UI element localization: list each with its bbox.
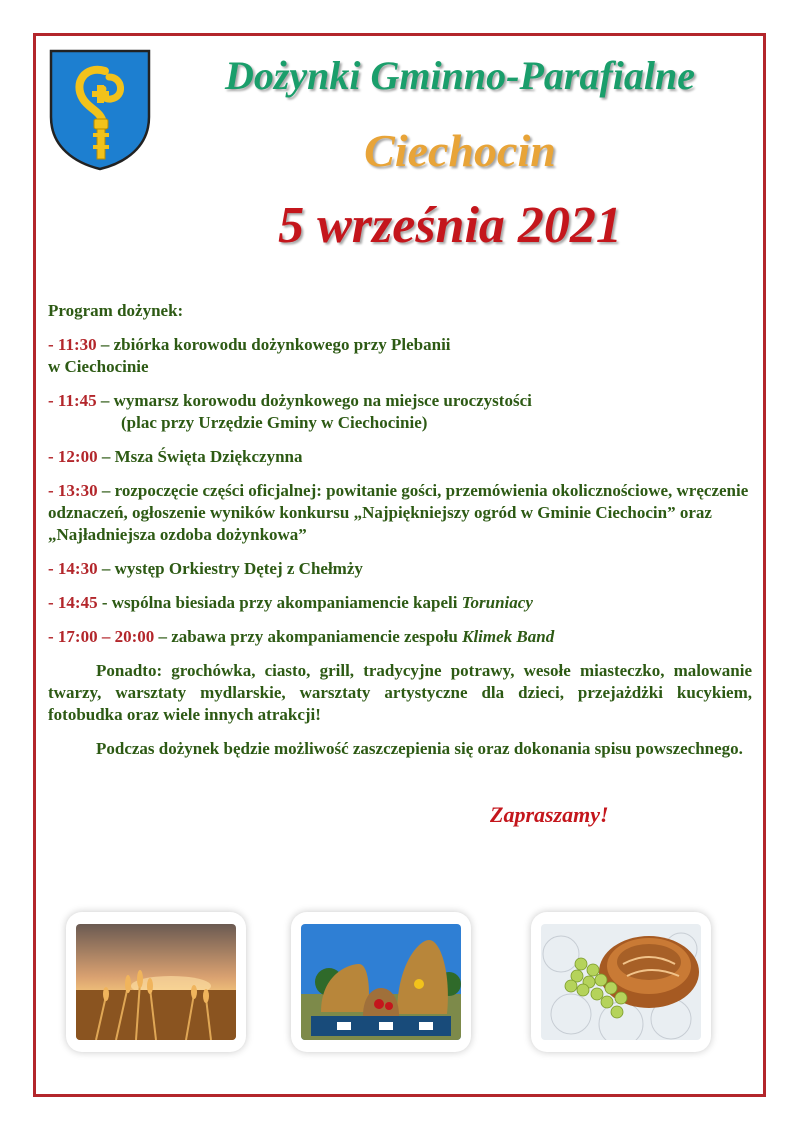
wheat-field-image xyxy=(76,924,236,1040)
photo-harvest-wreaths xyxy=(291,912,471,1052)
program-time: - 13:30 xyxy=(48,481,98,500)
program-text: – zabawa przy akompaniamencie zespołu xyxy=(154,627,463,646)
event-date: 5 września 2021 xyxy=(278,197,622,254)
program-time: - 14:30 xyxy=(48,559,98,578)
program-item xyxy=(48,334,752,378)
program-text: – wymarsz korowodu dożynkowego na miejsce uroczystości xyxy=(96,391,532,410)
program-text: – Msza Święta Dziękczynna xyxy=(97,447,303,466)
program-item xyxy=(48,446,752,468)
program-text-continued: w Ciechocinie xyxy=(48,357,149,376)
program-time: - 14:45 xyxy=(48,593,98,612)
program-text: – występ Orkiestry Dętej z Chełmży xyxy=(97,559,363,578)
program-text: – rozpoczęcie części oficjalnej: powitanie gości, przemówienia okolicznościowe, wręczenie odznaczeń, ogłoszenie wyników konkursu „Najpiękniejszy ogród w Gminie Ciechocin” oraz „Najładniejsza ozdoba dożynkowa” xyxy=(48,481,749,544)
program-item xyxy=(48,626,752,648)
program-text-continued: (plac przy Urzędzie Gminy w Ciechocinie) xyxy=(121,413,428,432)
photo-wheat-field xyxy=(66,912,246,1052)
program-text: – zbiórka korowodu dożynkowego przy Plebanii xyxy=(96,335,451,354)
program-item xyxy=(48,558,752,580)
event-place: Ciechocin xyxy=(364,125,556,176)
program-heading: Program dożynek: xyxy=(48,301,184,320)
program-text: - wspólna biesiada przy akompaniamencie kapeli xyxy=(97,593,462,612)
program-time: - 11:45 xyxy=(48,391,97,410)
band-name: Klimek Band xyxy=(462,627,555,646)
coat-of-arms-icon xyxy=(47,47,153,171)
photo-bread-grapes xyxy=(531,912,711,1052)
program-time: - 11:30 xyxy=(48,335,97,354)
event-title: Dożynki Gminno-Parafialne xyxy=(224,53,696,98)
invitation-text: Zapraszamy! xyxy=(490,802,609,827)
program-item xyxy=(48,480,752,546)
vaccination-paragraph: Podczas dożynek będzie możliwość zaszczepienia się oraz dokonania spisu powszechnego. xyxy=(96,739,743,758)
program-item xyxy=(48,592,752,614)
program-section xyxy=(48,300,752,772)
program-item xyxy=(48,390,752,434)
bread-grapes-image xyxy=(541,924,701,1040)
harvest-wreaths-image xyxy=(301,924,461,1040)
program-time: - 17:00 – 20:00 xyxy=(48,627,155,646)
band-name: Toruniacy xyxy=(461,593,533,612)
program-time: - 12:00 xyxy=(48,447,98,466)
attractions-paragraph: Ponadto: grochówka, ciasto, grill, tradycyjne potrawy, wesołe miasteczko, malowanie twarzy, warsztaty mydlarskie, warsztaty artystyczne dla dzieci, przejażdżki kucykiem, fotobudka oraz wiele innych atrakcji! xyxy=(48,661,752,724)
